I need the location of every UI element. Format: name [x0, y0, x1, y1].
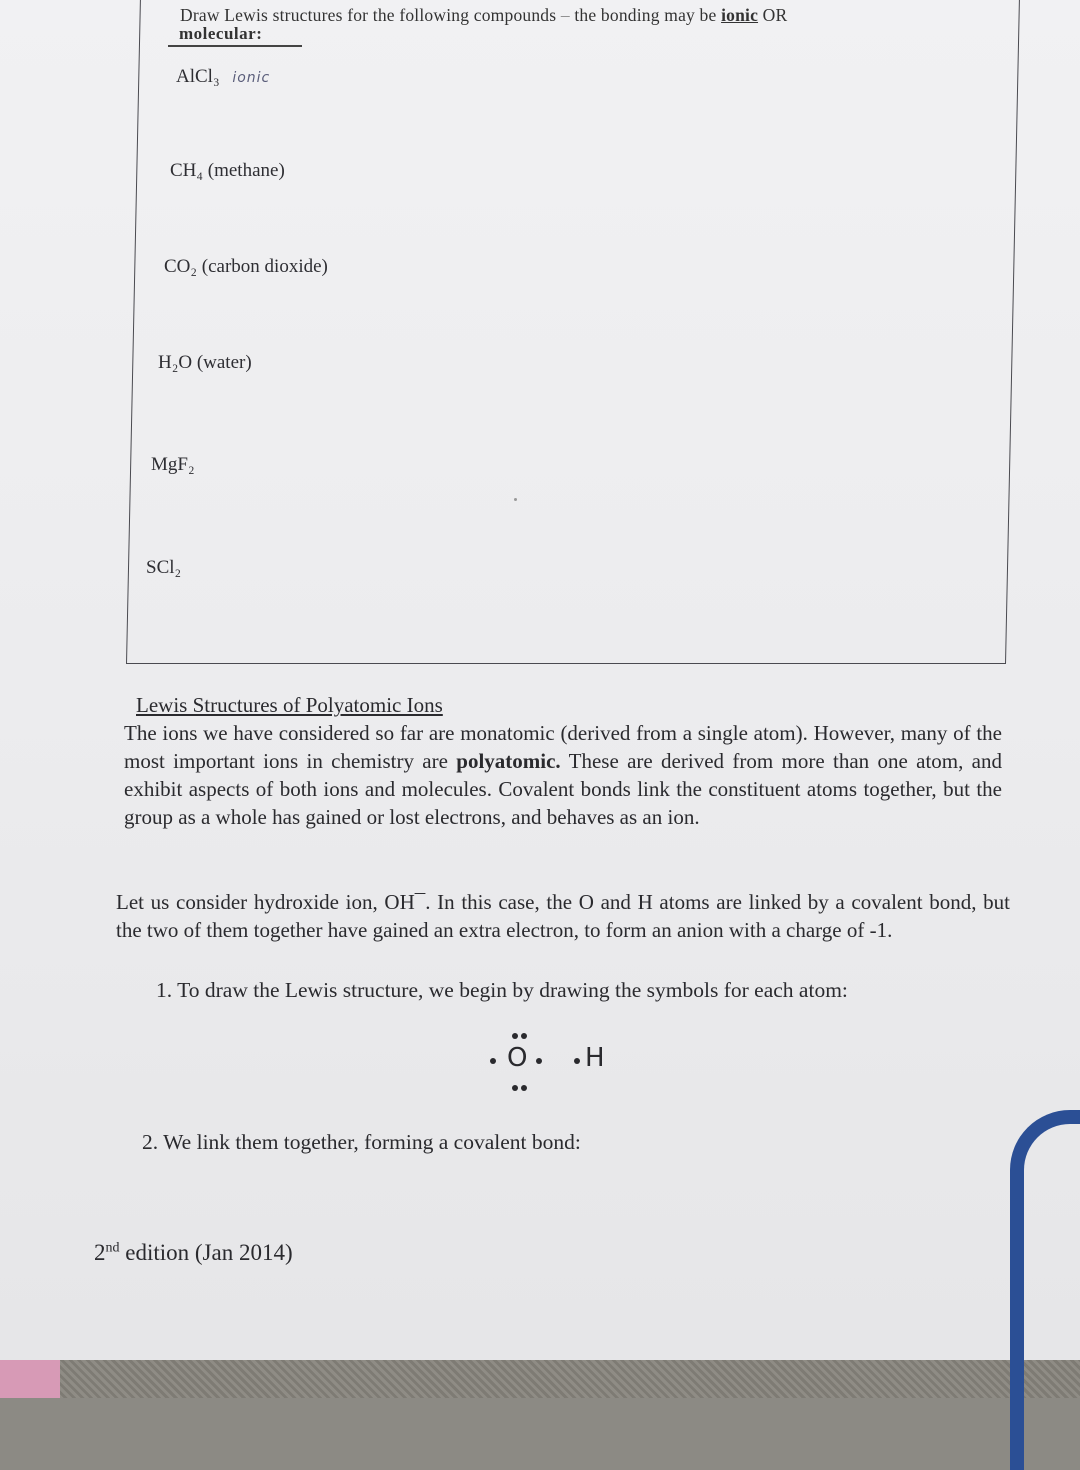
compound-mgf2: [151, 454, 195, 476]
instructions-end: OR: [762, 5, 788, 25]
paragraph-hydroxide: Let us consider hydroxide ion, OH¯. In this case, the O and H atoms are linked by a covalent bond, but the two of them together have gained an extra electron, to form an anion with a charge of -1.: [116, 890, 1010, 942]
paragraph-polyatomic-bold: polyatomic.: [456, 749, 561, 773]
paragraph-polyatomic-a: The ions we have considered so far are monatomic (derived from a single atom). However, many of the most important ions in chemistry are: [124, 721, 1002, 773]
paragraph-polyatomic-b: These are derived from more than one atom, and exhibit aspects of both ions and molecules. Covalent bonds link the constituent atoms together, but the group as a whole has gained or lost electrons, and behaves as an ion.: [124, 749, 1003, 829]
electron-dot: [512, 1085, 518, 1091]
pink-object: [0, 1360, 60, 1398]
instructions-line-2: molecular:: [179, 24, 263, 43]
step-2: 2. We link them together, forming a covalent bond:: [142, 1130, 581, 1154]
edition-text: edition (Jan 2014): [119, 1240, 293, 1265]
compound-formula: CH₄ (methane): [170, 160, 285, 181]
electron-dot: [490, 1058, 496, 1064]
compound-ch4: [170, 160, 285, 182]
electron-dot: [521, 1033, 527, 1039]
desk-surface: [0, 1360, 1080, 1398]
compound-h2o: [158, 352, 252, 374]
electron-dot: [574, 1058, 580, 1064]
electron-dot: [512, 1033, 518, 1039]
compound-formula: CO₂ (carbon dioxide): [164, 256, 328, 277]
compound-formula: AlCl₃: [176, 66, 220, 87]
step-1: 1. To draw the Lewis structure, we begin by drawing the symbols for each atom:: [156, 978, 848, 1002]
instructions-dash: –: [560, 5, 570, 25]
instructions-ionic: ionic: [721, 5, 759, 25]
lewis-dot-diagram: [478, 1025, 638, 1105]
instructions-mid: the bonding may be: [574, 5, 717, 25]
edition-footer: [94, 1240, 293, 1266]
atom-oxygen: O: [507, 1043, 528, 1073]
paper-speck: [514, 498, 517, 501]
instructions-start: Draw Lewis structures for the following compounds: [180, 5, 557, 25]
atom-hydrogen: H: [585, 1043, 605, 1073]
compound-scl2: [146, 557, 181, 579]
paragraph-polyatomic: [124, 719, 1002, 831]
section-title: Lewis Structures of Polyatomic Ions: [136, 693, 443, 717]
electron-dot: [521, 1085, 527, 1091]
compound-alcl3: [176, 66, 270, 88]
instructions-line-1: [180, 5, 787, 25]
electron-dot: [536, 1058, 542, 1064]
answer-box: [126, 0, 1020, 664]
blue-cable: [1010, 1110, 1080, 1470]
compound-co2: [164, 256, 328, 278]
edition-number: 2: [94, 1240, 106, 1265]
header-underline: [168, 45, 302, 47]
handwritten-note: ionic: [232, 70, 271, 86]
compound-formula: SCl₂: [146, 557, 182, 578]
compound-formula: H₂O (water): [158, 352, 252, 373]
edition-suffix: nd: [105, 1240, 120, 1256]
compound-formula: MgF₂: [151, 454, 195, 475]
